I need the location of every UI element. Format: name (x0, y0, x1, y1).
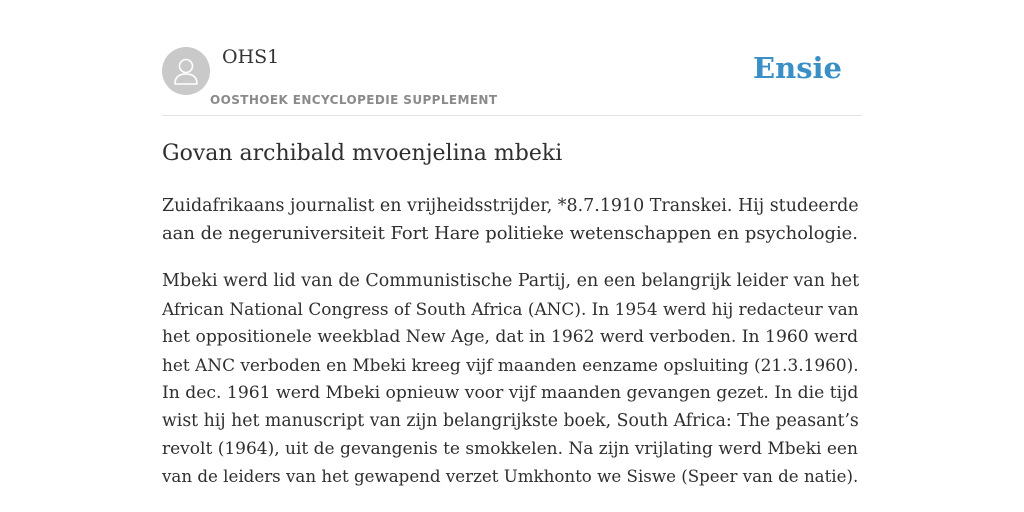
brand-logo[interactable]: Ensie (753, 51, 842, 85)
page (162, 0, 862, 486)
paragraph-line: aan de negeruniversiteit Fort Hare politieke wetenschappen en psychologie. (162, 223, 858, 244)
author-name[interactable]: OHS1 (222, 46, 280, 68)
article-title: Govan archibald mvoenjelina mbeki (162, 141, 563, 166)
avatar[interactable] (162, 47, 210, 95)
paragraph-line: Mbeki werd lid van de Communistische Partij, en een belangrijk leider van het (162, 271, 860, 291)
article-paragraph-2 (162, 267, 862, 491)
article-header (162, 0, 862, 116)
article-paragraph-1 (162, 192, 862, 248)
paragraph-line: wist hij het manuscript van zijn belangrijkste boek, South Africa: The peasant’s (162, 411, 859, 431)
user-icon (162, 47, 210, 95)
paragraph-line: Zuidafrikaans journalist en vrijheidsstrijder, *8.7.1910 Transkei. Hij studeerde (162, 196, 859, 216)
paragraph-line: In dec. 1961 werd Mbeki opnieuw voor vijf maanden gevangen gezet. In die tijd (162, 383, 859, 403)
paragraph-line: revolt (1964), uit de gevangenis te smokkelen. Na zijn vrijlating werd Mbeki een (162, 439, 858, 459)
paragraph-line: van de leiders van het gewapend verzet Umkhonto we Siswe (Speer van de natie). (162, 467, 859, 486)
paragraph-line: het ANC verboden en Mbeki kreeg vijf maanden eenzame opsluiting (21.3.1960). (162, 355, 859, 375)
paragraph-line: African National Congress of South Africa (ANC). In 1954 werd hij redacteur van (162, 299, 859, 319)
source-name[interactable]: OOSTHOEK ENCYCLOPEDIE SUPPLEMENT (210, 93, 498, 107)
paragraph-line: het oppositionele weekblad New Age, dat in 1962 werd verboden. In 1960 werd (162, 327, 859, 347)
